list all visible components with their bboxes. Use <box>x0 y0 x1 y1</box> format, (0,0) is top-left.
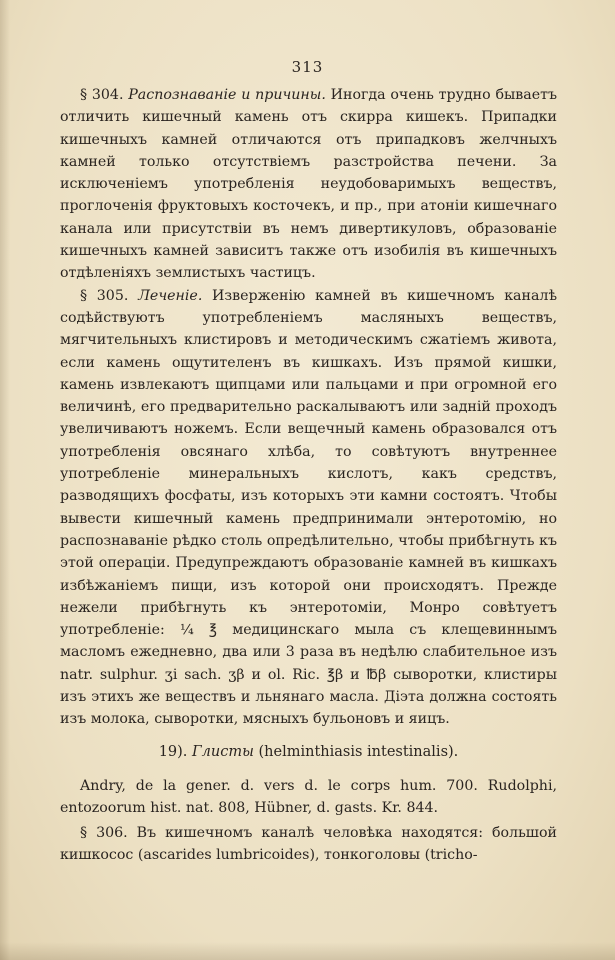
page-bottom-shadow <box>0 942 615 960</box>
paragraph-304 <box>60 84 557 285</box>
references: Andry, de la gener. d. vers d. le corps hum. 700. Rudolphi, entozoorum hist. nat. 808, Hübner, d. gasts. Kr. 844. <box>60 777 557 817</box>
paragraph-number: § 305. <box>80 287 129 304</box>
section-latin: (helminthiasis intestinalis). <box>258 743 459 760</box>
paragraph-306 <box>60 822 557 867</box>
section-heading <box>60 741 557 763</box>
paragraph-body: Въ кишечномъ каналѣ человѣка находятся: большой кишкосос (ascarides lumbricoides), тонкоголовы (tricho- <box>60 824 557 863</box>
section-number: 19). <box>158 743 188 760</box>
page-text <box>60 84 557 866</box>
page-edge-shadow <box>0 0 10 960</box>
section-title: Глисты <box>192 743 254 760</box>
paragraph-title: Распознаваніе и причины. <box>128 87 326 103</box>
page-number: 313 <box>291 58 324 76</box>
paragraph-body: Изверженію камней въ кишечномъ каналѣ содѣйствуютъ употребленіемъ масляныхъ веществъ, мягчительныхъ клистировъ и методическимъ сжатіемъ живота, если камень ощутителенъ въ кишкахъ. Изъ прямой кишки, камень извлекаютъ щипцами или пальцами и при огромной его величинѣ, его предварительно раскалываютъ или задній проходъ увеличиваютъ ножемъ. Если вещечный камень образовался отъ употребленія овсянаго хлѣба, то совѣтуютъ внутреннее употребленіе минеральныхъ кислотъ, какъ средствъ, разводящихъ фосфаты, изъ которыхъ эти камни состоятъ. Чтобы вывести кишечный камень предпринимали энтеротомію, но распознаваніе рѣдко столь опредѣлительно, чтобы прибѣгнуть къ этой операціи. Предупреждаютъ образованіе камней въ кишкахъ избѣжаніемъ пищи, изъ которой они происходятъ. Прежде нежели прибѣгнуть къ энтеротоміи, Монро совѣтуетъ употребленіе: ¼ ℥ медицинскаго мыла съ клещевиннымъ масломъ ежедневно, два или 3 раза въ недѣлю слабительное изъ natr. sulphur. ʒi sach. ʒβ и ol. Ric. ℥β и ℔β сыворотки, клистиры изъ этихъ же веществъ и льнянаго масла. Діэта должна состоять изъ молока, сыворотки, мясныхъ бульоновъ и яицъ. <box>60 287 558 728</box>
paragraph-body: Иногда очень трудно бываетъ отличить кишечный камень отъ скирра кишекъ. Припадки кишечныхъ камней отличаются отъ припадковъ желчныхъ камней только отсутствіемъ разстройства печени. За исключеніемъ употребленія неудобоваримыхъ веществъ, проглоченія фруктовыхъ косточекъ, и пр., при атоніи кишечнаго канала или присутствіи въ немъ дивертикуловъ, образованіе кишечныхъ камней зависитъ также отъ изобилія въ кишечныхъ отдѣленіяхъ землистыхъ частицъ. <box>60 87 558 282</box>
paragraph-305 <box>60 285 557 731</box>
paragraph-number: § 304. <box>80 87 124 103</box>
paragraph-title: Леченіе. <box>138 287 203 304</box>
paragraph-number: § 306. <box>80 824 128 841</box>
